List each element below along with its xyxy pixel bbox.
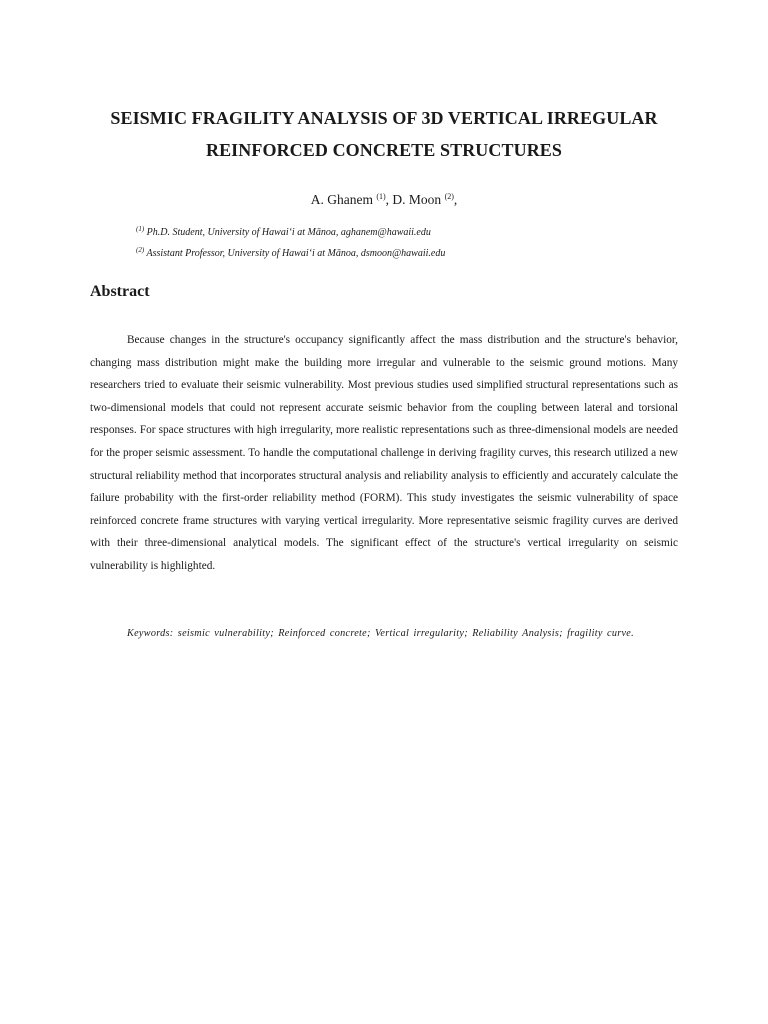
paper-title-line-1: SEISMIC FRAGILITY ANALYSIS OF 3D VERTICAL IRREGULAR [110,108,658,128]
author-list [0,192,768,208]
author-separator: , [453,192,458,207]
affiliation-role: Assistant Professor, [146,248,228,259]
affiliation-mark: (1) [136,225,145,233]
affiliation-institution: University of Hawaiʻi at Mānoa [207,227,336,238]
paper-title-line-2: REINFORCED CONCRETE STRUCTURES [205,140,563,160]
affiliation-email: , dsmoon@hawaii.edu [355,248,446,259]
abstract-heading: Abstract [90,283,150,300]
author-affiliation-mark: (2) [444,192,454,201]
affiliation-role: Ph.D. Student, [146,227,208,238]
affiliation-email: , aghanem@hawaii.edu [335,227,431,238]
author-name: A. Ghanem [310,192,373,207]
affiliation-institution: University of Hawaiʻi at Mānoa [227,248,356,259]
abstract-paragraph: Because changes in the structure's occupancy significantly affect the mass distribution and the structure's behavior, changing mass distribution might make the building more irregular and vulnerable to the seismic ground motions. Many researchers tried to evaluate their seismic vulnerability. Most previous studies used simplified structural representations such as two-dimensional models that could not represent accurate seismic behavior from the coupling between lateral and torsional responses. For space structures with high irregularity, more realistic representations such as three-dimensional models are needed for the proper seismic assessment. To handle the computational challenge in deriving fragility curves, this research utilized a new structural reliability method that incorporates structural analysis and reliability analysis to efficiently and accurately calculate the failure probability with the first-order reliability method (FORM). This study investigates the seismic vulnerability of space reinforced concrete frame structures with varying vertical irregularity. More representative seismic fragility curves are derived with their three-dimensional analytical models. The significant effect of the structure's vertical irregularity on seismic vulnerability is highlighted. [90,334,678,572]
author-affiliation-mark: (1) [376,192,386,201]
affiliation-line [136,246,445,259]
affiliation-mark: (2) [136,246,145,254]
author-separator: , [385,192,393,207]
affiliation-line [136,225,431,238]
keywords-paragraph: Keywords: seismic vulnerability; Reinforced concrete; Vertical irregularity; Reliability Analysis; fragility curve. [127,628,634,639]
author-name: D. Moon [392,192,442,207]
